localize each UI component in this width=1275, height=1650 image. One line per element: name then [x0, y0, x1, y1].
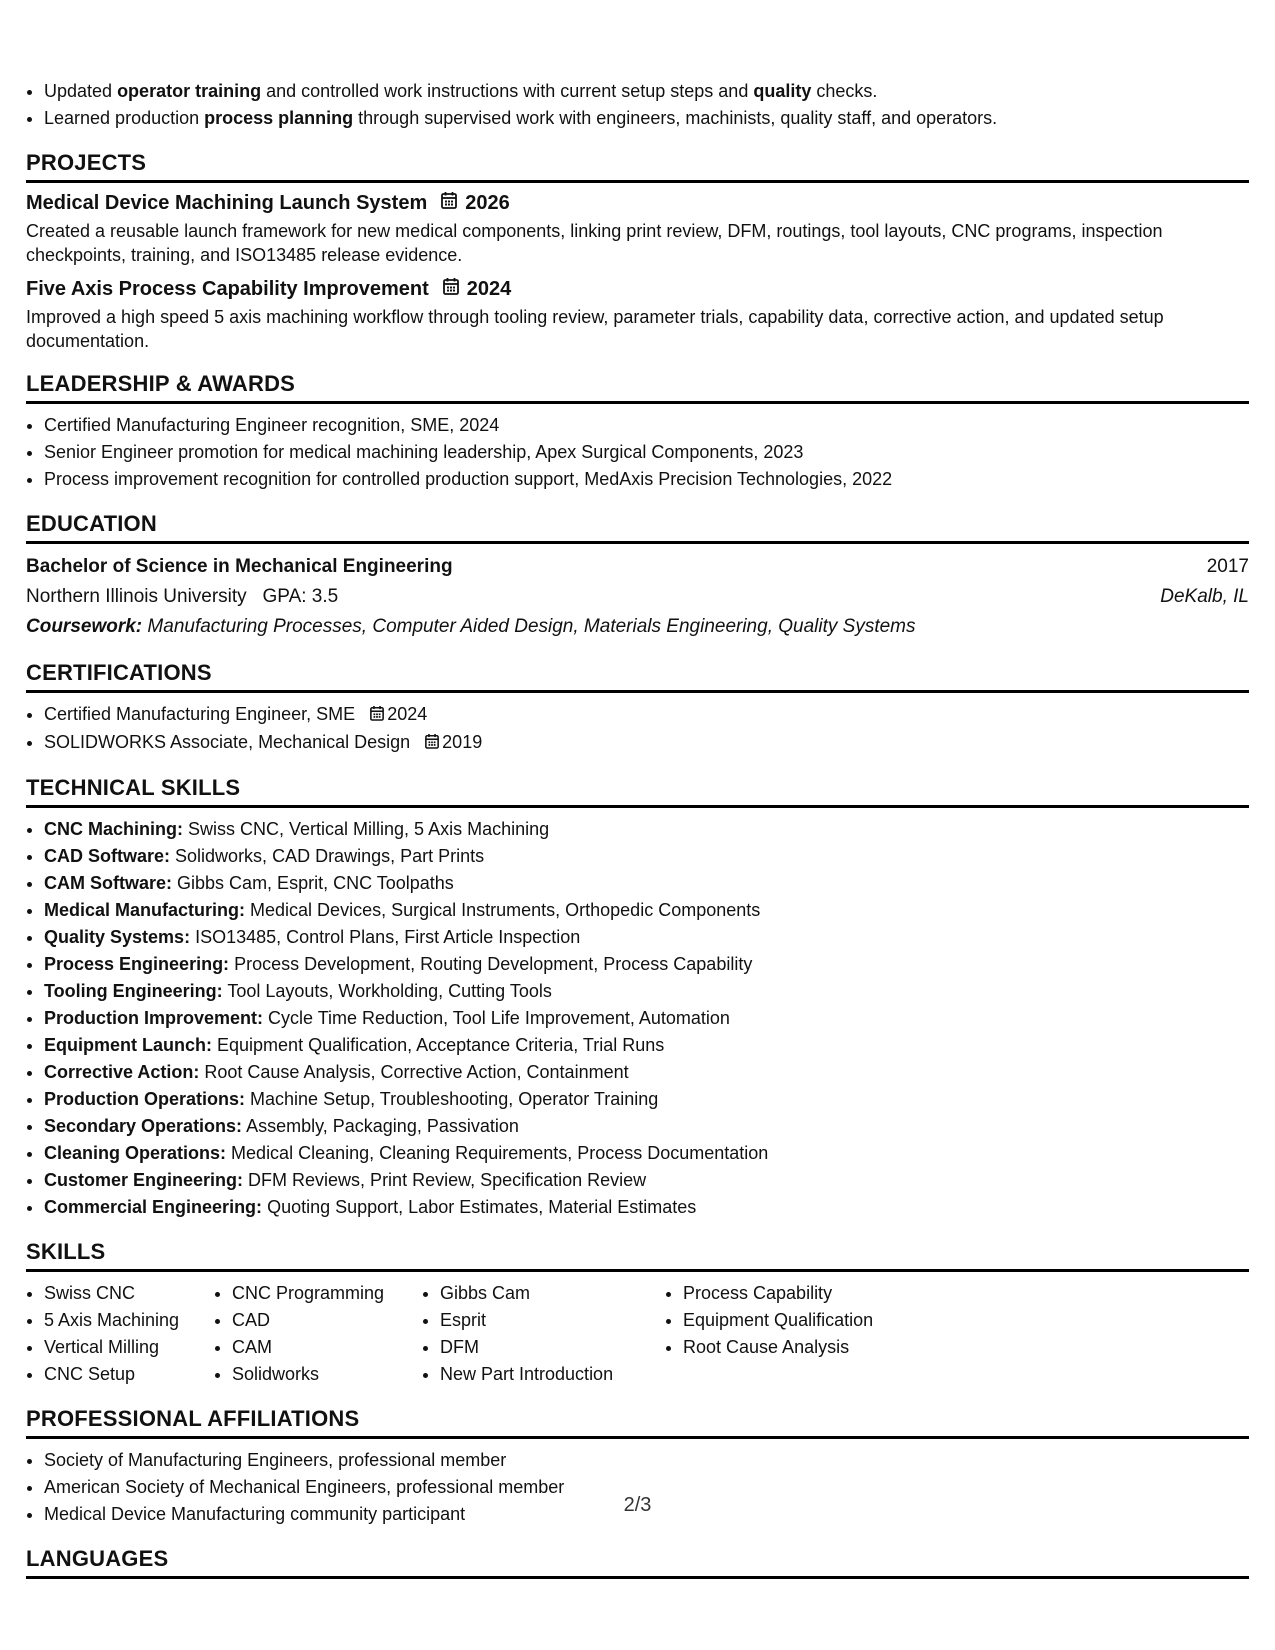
- section-title-affiliations: PROFESSIONAL AFFILIATIONS: [26, 1406, 1249, 1439]
- skill-category: CAD Software:: [44, 845, 171, 866]
- skill-category: Production Operations:: [44, 1088, 246, 1109]
- list-item: • Equipment Qualification: [683, 1307, 873, 1334]
- skill-values: Machine Setup, Troubleshooting, Operator Training: [250, 1088, 659, 1109]
- skill-category: Commercial Engineering:: [44, 1196, 263, 1217]
- section-title-leadership: LEADERSHIP & AWARDS: [26, 371, 1249, 404]
- section-title-education: EDUCATION: [26, 511, 1249, 544]
- list-item: • 5 Axis Machining: [44, 1307, 214, 1334]
- skill-category: Cleaning Operations:: [44, 1142, 227, 1163]
- coursework: Manufacturing Processes, Computer Aided Design, Materials Engineering, Quality Systems: [147, 616, 916, 637]
- coursework-label: Coursework:: [26, 616, 143, 637]
- list-item: [44, 978, 1249, 1005]
- bullet-text: and controlled work instructions with current setup steps and: [261, 81, 754, 101]
- list-item: • Society of Manufacturing Engineers, professional member: [44, 1447, 1249, 1474]
- list-item: [44, 1086, 1249, 1113]
- list-item: [44, 1167, 1249, 1194]
- bullet-text: Learned production: [44, 108, 205, 128]
- resume-page: [26, 78, 1249, 1587]
- list-item: • CNC Programming: [232, 1280, 422, 1307]
- list-item: • DFM: [440, 1334, 665, 1361]
- list-item: [44, 897, 1249, 924]
- list-item: • New Part Introduction: [440, 1361, 665, 1388]
- list-item: [44, 78, 1249, 105]
- skill-values: Assembly, Packaging, Passivation: [246, 1115, 519, 1136]
- list-item: • Process Capability: [683, 1280, 873, 1307]
- list-item: • Swiss CNC: [44, 1280, 214, 1307]
- skill-values: Cycle Time Reduction, Tool Life Improvement, Automation: [268, 1007, 730, 1028]
- certification-year: 2024: [387, 704, 428, 724]
- calendar-icon: [370, 702, 384, 729]
- list-item: [44, 870, 1249, 897]
- list-item: • American Society of Mechanical Engineers, professional member: [44, 1474, 1249, 1501]
- skill-values: Equipment Qualification, Acceptance Criteria, Trial Runs: [217, 1034, 665, 1055]
- skill-category: Secondary Operations:: [44, 1115, 243, 1136]
- bullet-text: Updated: [44, 81, 118, 101]
- skill-category: Customer Engineering:: [44, 1169, 244, 1190]
- bullet-emphasis: quality: [753, 81, 812, 101]
- bullet-emphasis: operator training: [117, 81, 262, 101]
- skill-values: Medical Cleaning, Cleaning Requirements, Process Documentation: [231, 1142, 769, 1163]
- section-title-skills: SKILLS: [26, 1239, 1249, 1272]
- skills-column: [214, 1280, 422, 1388]
- skill-category: CNC Machining:: [44, 818, 183, 839]
- skill-values: DFM Reviews, Print Review, Specification Review: [248, 1169, 647, 1190]
- list-item: [44, 1113, 1249, 1140]
- skill-values: Solidworks, CAD Drawings, Part Prints: [175, 845, 485, 866]
- skills-column: [26, 1280, 214, 1388]
- project-name: Five Axis Process Capability Improvement: [26, 277, 429, 300]
- certifications-list: [26, 701, 1249, 757]
- skill-values: ISO13485, Control Plans, First Article Inspection: [195, 926, 581, 947]
- list-item: • Gibbs Cam: [440, 1280, 665, 1307]
- section-title-certifications: CERTIFICATIONS: [26, 660, 1249, 693]
- school-name: Northern Illinois University: [26, 586, 247, 607]
- list-item: [44, 1005, 1249, 1032]
- leadership-list: [26, 412, 1249, 493]
- certification-year: 2019: [442, 731, 483, 752]
- skill-values: Gibbs Cam, Esprit, CNC Toolpaths: [177, 872, 454, 893]
- project-description: Improved a high speed 5 axis machining workflow through tooling review, parameter trials, capability data, corrective action, and updated setup documentation.: [26, 307, 1164, 351]
- page-number: 2/3: [623, 1494, 652, 1516]
- list-item: [44, 1059, 1249, 1086]
- skill-category: Tooling Engineering:: [44, 980, 223, 1001]
- technical-skills-list: [26, 816, 1249, 1221]
- skill-values: Swiss CNC, Vertical Milling, 5 Axis Machining: [188, 818, 550, 839]
- certification-name: Certified Manufacturing Engineer, SME: [44, 704, 356, 724]
- bullet-emphasis: process planning: [204, 108, 354, 128]
- experience-bullets: [26, 78, 1249, 132]
- list-item: [44, 816, 1249, 843]
- project-item: [26, 191, 1249, 267]
- skill-category: Process Engineering:: [44, 953, 230, 974]
- section-title-technical-skills: TECHNICAL SKILLS: [26, 775, 1249, 808]
- skill-category: CAM Software:: [44, 872, 173, 893]
- skill-category: Medical Manufacturing:: [44, 899, 246, 920]
- list-item: • Solidworks: [232, 1361, 422, 1388]
- list-item: [44, 1032, 1249, 1059]
- list-item: [44, 951, 1249, 978]
- project-year: 2026: [465, 191, 510, 214]
- skill-values: Tool Layouts, Workholding, Cutting Tools: [227, 980, 552, 1001]
- skills-column: [665, 1280, 873, 1388]
- degree: Bachelor of Science in Mechanical Engineering: [26, 556, 453, 577]
- graduation-year: 2017: [1206, 556, 1249, 577]
- calendar-icon: [443, 277, 459, 301]
- gpa: GPA: 3.5: [262, 586, 339, 607]
- skill-values: Quoting Support, Labor Estimates, Material Estimates: [267, 1196, 697, 1217]
- skill-category: Production Improvement:: [44, 1007, 264, 1028]
- project-year: 2024: [466, 277, 512, 300]
- skill-values: Medical Devices, Surgical Instruments, Orthopedic Components: [250, 899, 761, 920]
- list-item: [44, 924, 1249, 951]
- calendar-icon: [425, 730, 439, 757]
- list-item: • Senior Engineer promotion for medical machining leadership, Apex Surgical Components, 2023: [44, 439, 1249, 466]
- list-item: • Vertical Milling: [44, 1334, 214, 1361]
- list-item: [44, 105, 1249, 132]
- list-item: [44, 1140, 1249, 1167]
- list-item: [44, 729, 1249, 757]
- project-name: Medical Device Machining Launch System: [26, 191, 428, 214]
- section-title-languages: LANGUAGES: [26, 1546, 1249, 1579]
- list-item: • Root Cause Analysis: [683, 1334, 873, 1361]
- list-item: [44, 1194, 1249, 1221]
- certification-name: SOLIDWORKS Associate, Mechanical Design: [44, 731, 411, 752]
- skill-category: Corrective Action:: [44, 1061, 200, 1082]
- skill-values: Process Development, Routing Development, Process Capability: [234, 953, 753, 974]
- section-title-projects: PROJECTS: [26, 150, 1249, 183]
- skill-category: Equipment Launch:: [44, 1034, 212, 1055]
- location: DeKalb, IL: [1160, 586, 1249, 607]
- skills-column: [422, 1280, 665, 1388]
- bullet-text: through supervised work with engineers, machinists, quality staff, and operators.: [353, 108, 998, 128]
- list-item: [44, 701, 1249, 729]
- bullet-text: checks.: [811, 81, 878, 101]
- list-item: [44, 843, 1249, 870]
- list-item: • CNC Setup: [44, 1361, 214, 1388]
- skill-category: Quality Systems:: [44, 926, 191, 947]
- calendar-icon: [441, 191, 457, 215]
- list-item: • Medical Device Manufacturing community participant: [44, 1501, 1249, 1528]
- list-item: • CAM: [232, 1334, 422, 1361]
- skill-values: Root Cause Analysis, Corrective Action, Containment: [204, 1061, 629, 1082]
- list-item: • Process improvement recognition for controlled production support, MedAxis Precision Technologies, 2022: [44, 466, 1249, 493]
- project-item: [26, 277, 1249, 353]
- list-item: • CAD: [232, 1307, 422, 1334]
- list-item: • Esprit: [440, 1307, 665, 1334]
- list-item: • Certified Manufacturing Engineer recognition, SME, 2024: [44, 412, 1249, 439]
- project-description: Created a reusable launch framework for new medical components, linking print review, DFM, routings, tool layouts, CNC programs, inspection checkpoints, training, and ISO13485 release evidence.: [26, 221, 1163, 265]
- skills-grid: [26, 1280, 1249, 1388]
